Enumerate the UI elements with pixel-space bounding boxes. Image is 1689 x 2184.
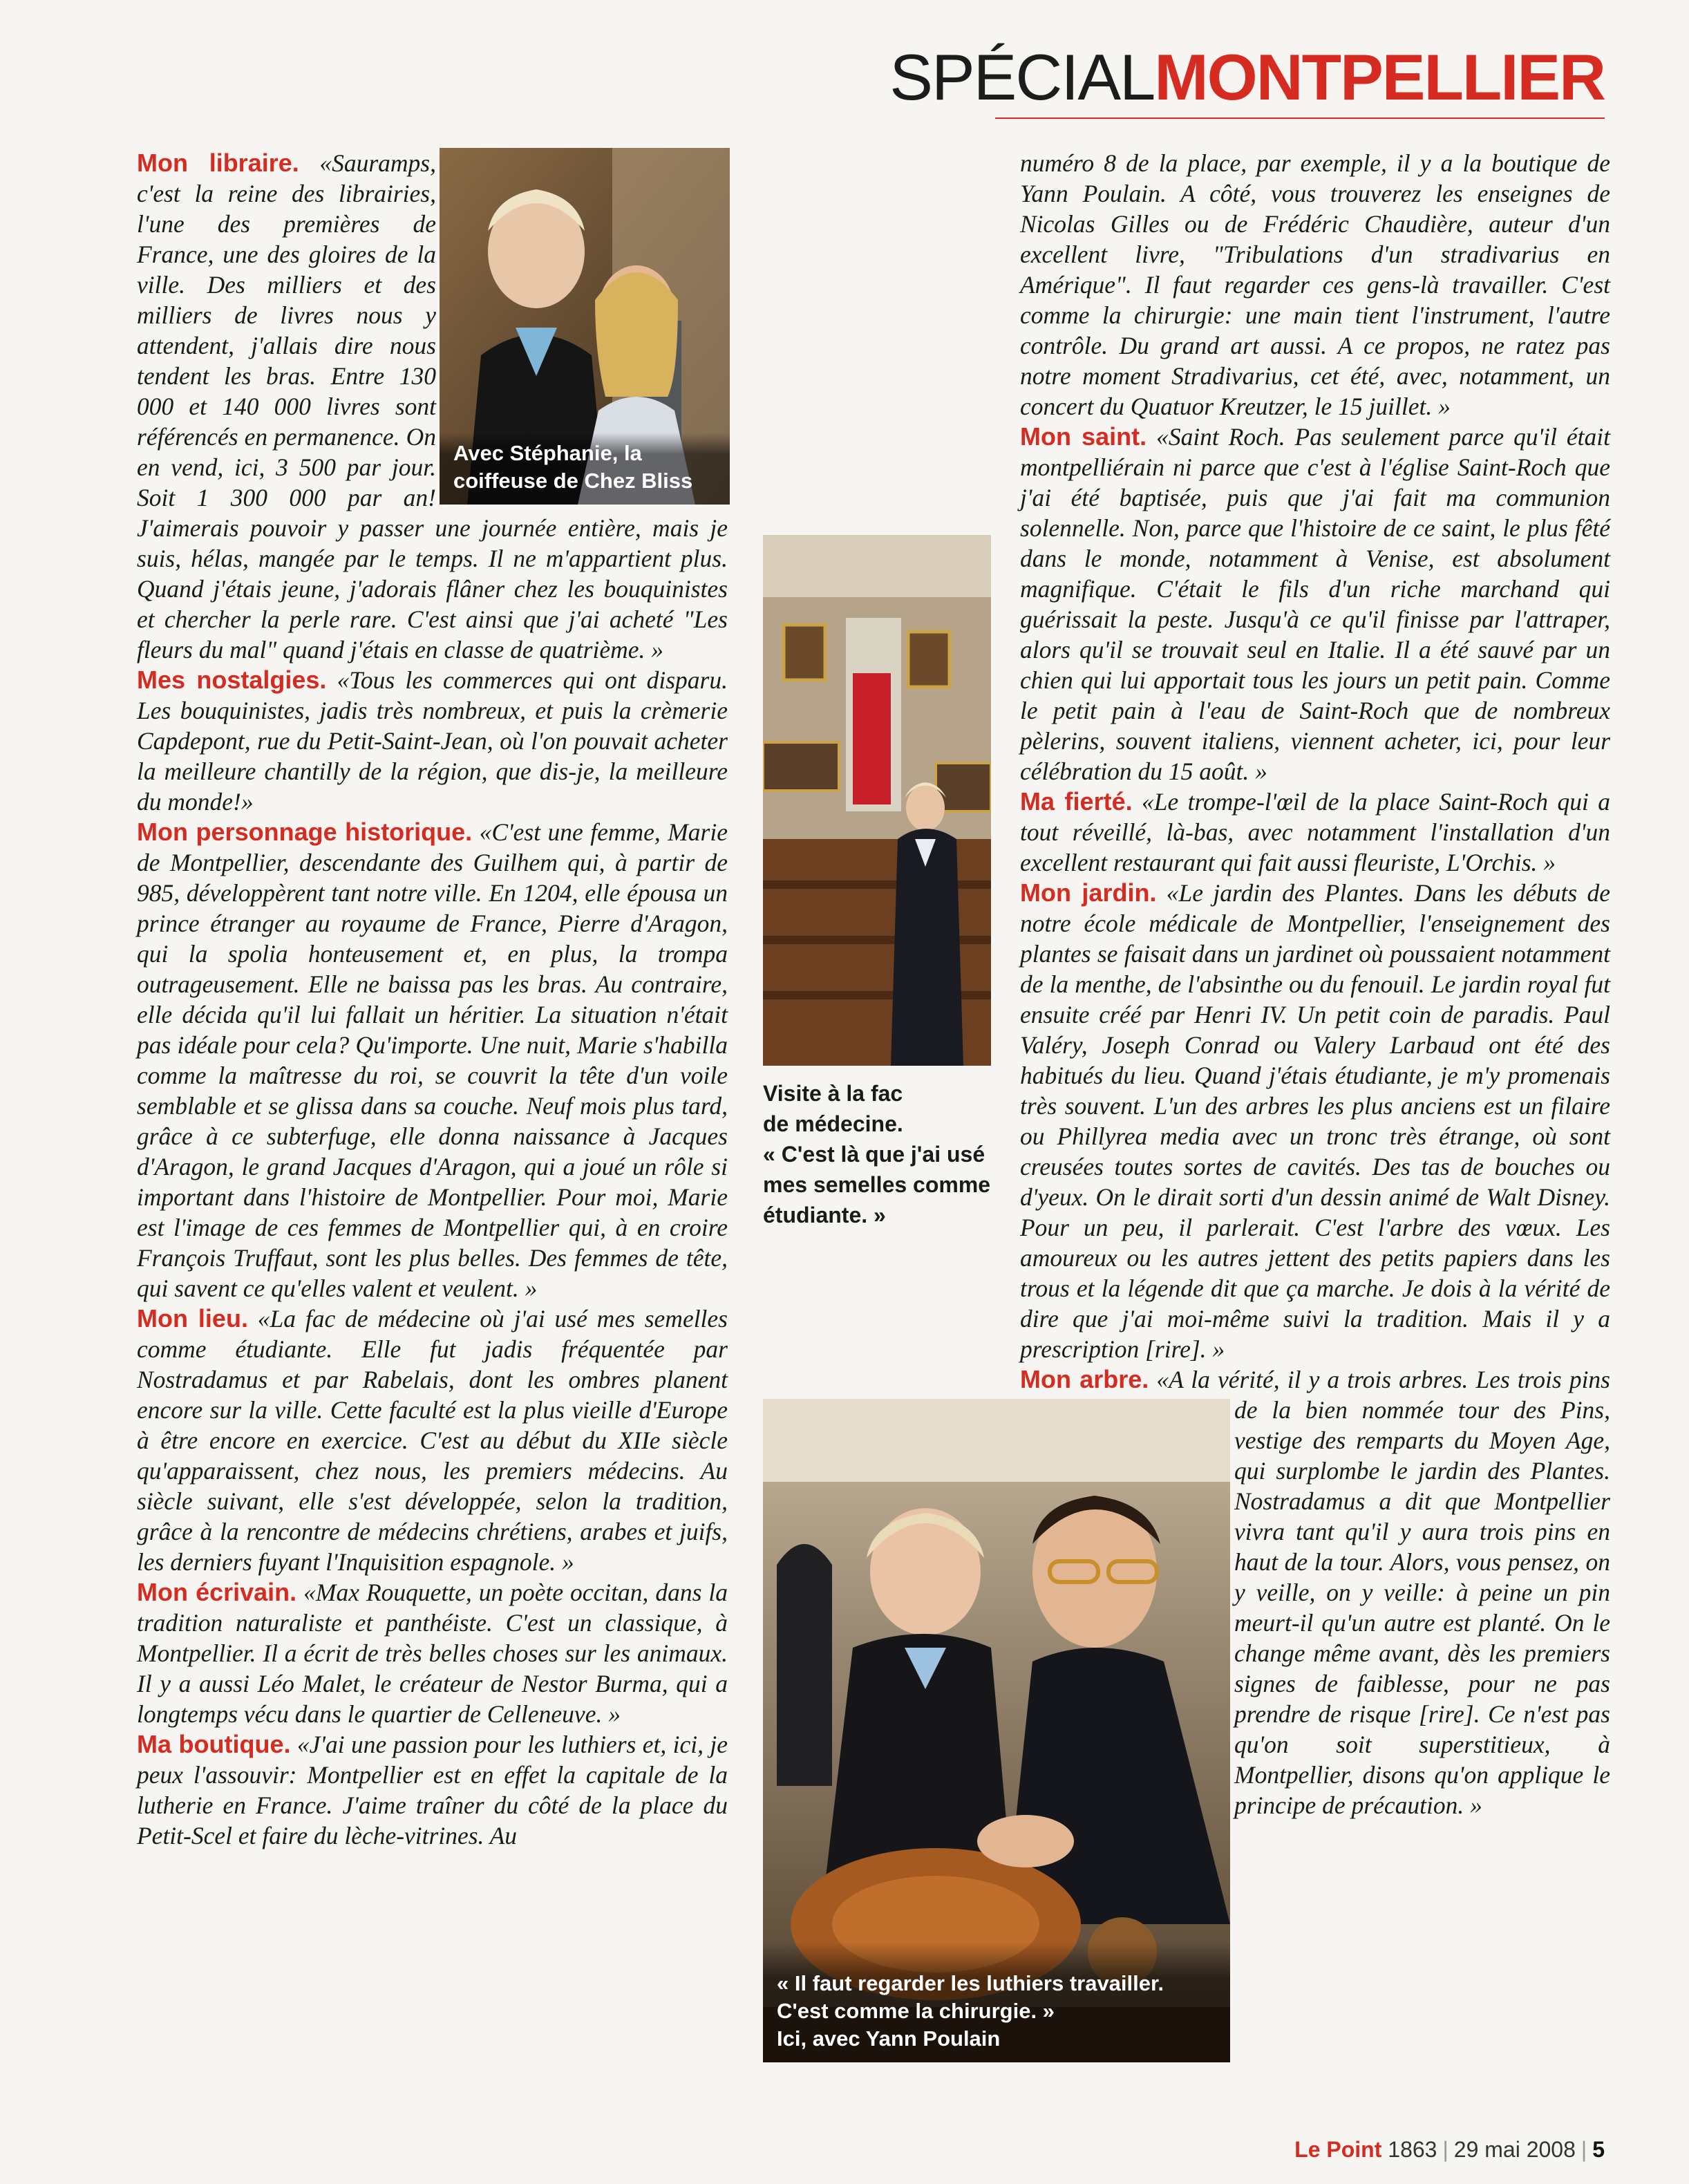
header-rule (995, 117, 1605, 119)
text-libraire: «Sauramps, c'est la reine des librairies, l'une des premières de France, une des gloires de la ville. Des milliers et des milliers de livres nous y attendent, j'allais dire nous tendent les bras. Entre 130 000 et 140 000 livres sont référencés en permanence. On en vend, ici, 3 500 par jour. Soit 1 300 000 par an! J'aimerais pouvoir y passer une journée entière, mais je suis, hélas, mangée par le temps. Il ne m'appartient plus. Quand j'étais jeune, j'adorais flâner chez les bouquinistes et chercher la perle rare. C'est ainsi que j'ai acheté "Les fleurs du mal" quand j'étais en classe de quatrième. » (137, 149, 728, 663)
kw-lieu: Mon lieu. (137, 1304, 248, 1333)
caption-faculty-line: « C'est là que j'ai usé (763, 1142, 985, 1167)
footer-separator: | (1442, 2137, 1449, 2162)
para-saint (1020, 422, 1610, 787)
caption-luthier (763, 1942, 1230, 2062)
text-saint: «Saint Roch. Pas seulement parce qu'il était montpelliérain ni parce que c'est à l'église Saint-Roch que j'ai été baptisée, puis que j'ai fait ma communion solennelle. Non, parce que l'histoire de ce saint, le plus fêté dans le monde, notamment à Venise, est absolument magnifique. C'était le fils d'un riche marchand qui guérissait la peste. Jusqu'à ce qu'il finisse par l'attraper, alors qu'il se trouvait seul en Italie. Il a été sauvé par un chien qui lui apportait tous les jours un petit pain. Comme le petit pain à l'eau de Saint-Roch que de nombreux pèlerins, souvent italiens, viennent acheter, ici, pour leur célébration du 15 août. » (1020, 423, 1611, 785)
photo-luthier (763, 1399, 1230, 2062)
caption-faculty-line: de médecine. (763, 1111, 903, 1136)
para-ecrivain (137, 1577, 728, 1729)
kw-fierte: Ma fierté. (1020, 787, 1133, 816)
text-arbre: «A la vérité, il y a trois arbres. Les trois pins de la bien nommée tour des Pins, vestige des remparts du Moyen Age, qui surplombe le jardin des Plantes. Nostradamus a dit que Montpellier vivra tant qu'il y aura trois pins en haut de la tour. Alors, vous pensez, on y veille, on y veille: à peine un pin meurt-il qu'un autre est planté. On le change même avant, dès les premiers signes de faiblesse, pour ne pas prendre de risque [rire]. Ce n'est pas qu'on soit superstitieux, à Montpellier, disons qu'on applique le principe de précaution. » (1156, 1366, 1610, 1819)
photo-faculty (763, 535, 991, 1066)
photo-faculty-image (763, 535, 991, 1066)
para-boutique (137, 1729, 728, 1851)
caption-hairdresser: Avec Stéphanie, la coiffeuse de Chez Bliss (440, 433, 730, 505)
caption-faculty (763, 1078, 998, 1230)
para-jardin (1020, 878, 1610, 1364)
text-lieu: «La fac de médecine où j'ai usé mes semelles comme étudiante. Elle fut jadis fréquentée par Nostradamus et par Rabelais, dont les ombres planent encore sur la ville. Cette faculté est la plus vieille d'Europe à être encore en exercice. C'est au début du XIIe siècle qu'apparaissent, chez nous, les premiers médecins. Au siècle suivant, elle s'est développée, selon la tradition, grâce à la rencontre de médecins chrétiens, arabes et juifs, les derniers fuyant l'Inquisition espagnole. » (137, 1305, 728, 1576)
text-nostalgies: «Tous les commerces qui ont disparu. Les bouquinistes, jadis très nombreux, et puis la crèmerie Capdepont, rue du Petit-Saint-Jean, où l'on pouvait acheter la meilleure chantilly de la région, que dis-je, la meilleure du monde!» (137, 666, 728, 816)
caption-faculty-line: étudiante. » (763, 1203, 886, 1227)
caption-luthier-line: « Il faut regarder les luthiers travailler. (777, 1971, 1164, 1995)
kw-arbre: Mon arbre. (1020, 1365, 1149, 1393)
kw-ecrivain: Mon écrivain. (137, 1578, 297, 1606)
kw-personnage: Mon personnage historique. (137, 818, 473, 846)
page-footer (1294, 2137, 1605, 2163)
caption-faculty-line: mes semelles comme (763, 1172, 991, 1197)
para-personnage (137, 817, 728, 1303)
kw-nostalgies: Mes nostalgies. (137, 666, 327, 694)
photo-hairdresser (440, 148, 730, 505)
para-fierte (1020, 787, 1610, 878)
kw-libraire: Mon libraire. (137, 149, 299, 177)
text-jardin: «Le jardin des Plantes. Dans les débuts de notre école médicale de Montpellier, l'enseignement des plantes se faisait dans un jardinet où poussaient notamment de la menthe, de l'absinthe ou du fenouil. Le jardin royal fut ensuite créé par Henri IV. Un petit coin de paradis. Paul Valéry, Joseph Conrad ou Valery Larbaud ont été des habitués du lieu. Quand j'étais étudiante, je m'y promenais très souvent. L'un des arbres les plus anciens est un filaire ou Phillyrea media avec un tronc très étrange, où sont creusées toutes sortes de cavités. Des tas de bouches ou d'yeux. On le dirait sorti d'un dessin animé de Walt Disney. Pour un peu, il parlerait. C'est l'arbre des vœux. Les amoureux ou les autres jettent des petits papiers dans les trous et la légende dit que ça marche. Je dois à la vérité de dire que j'ai moi-même suivi la tradition. Mais il y a prescription [rire]. » (1020, 879, 1610, 1363)
footer-issue: 1863 (1388, 2137, 1437, 2162)
para-lieu (137, 1303, 728, 1577)
section-header-bold: MONTPELLIER (1154, 41, 1605, 113)
section-header-light: SPÉCIAL (889, 41, 1155, 113)
caption-faculty-line: Visite à la fac (763, 1081, 903, 1106)
caption-luthier-line: C'est comme la chirurgie. » (777, 1999, 1055, 2023)
text-ecrivain: «Max Rouquette, un poète occitan, dans la tradition naturaliste et panthéiste. C'est un classique, à Montpellier. Il a écrit de très belles choses sur les animaux. Il y a aussi Léo Malet, le créateur de Nestor Burma, qui a longtemps vécu dans le quartier de Celleneuve. » (137, 1579, 728, 1728)
footer-separator: | (1581, 2137, 1587, 2162)
para-nostalgies (137, 665, 728, 817)
text-personnage: «C'est une femme, Marie de Montpellier, descendante des Guilhem qui, à partir de 985, développèrent tant notre ville. En 1204, elle épousa un prince étranger au royaume de France, Pierre d'Aragon, qui la spolia honteusement et, en plus, la trompa outrageusement. Elle ne baissa pas les bras. Au contraire, elle décida qu'il lui fallait un héritier. La situation n'était pas idéale pour cela? Qu'importe. Une nuit, Marie s'habilla comme la maîtresse du roi, se couvrit la tête d'un voile semblable et se glissa dans sa couche. Neuf mois plus tard, grâce à ce subterfuge, elle donna naissance à Jacques d'Aragon, le grand Jacques d'Aragon, qui a joué un rôle si important dans l'histoire de Montpellier. Pour moi, Marie est l'image de ces femmes de Montpellier qui, à en croire François Truffaut, sont les plus belles. Des femmes de tête, qui savent ce qu'elles valent et veulent. » (137, 818, 728, 1302)
kw-jardin: Mon jardin. (1020, 878, 1157, 907)
text-boutique-cont: numéro 8 de la place, par exemple, il y a la boutique de Yann Poulain. A côté, vous trouverez les enseignes de Nicolas Gilles ou de Frédéric Chaudière, auteur d'un excellent livre, "Tribulations d'un stradivarius en Amérique". Il faut regarder ces gens-là travailler. C'est comme la chirurgie: une main tient l'instrument, l'autre contrôle. Du grand art aussi. A ce propos, ne ratez pas notre moment Stradivarius, cet été, avec, notamment, un concert du Quatuor Kreutzer, le 15 juillet. » (1020, 149, 1610, 420)
section-header (889, 43, 1605, 112)
text-fierte: «Le trompe-l'œil de la place Saint-Roch qui a tout réveillé, là-bas, avec notamment l'installation d'un excellent restaurant qui fait aussi fleuriste, L'Orchis. » (1020, 788, 1610, 876)
kw-boutique: Ma boutique. (137, 1730, 291, 1758)
para-boutique-cont (1020, 148, 1610, 422)
footer-date: 29 mai 2008 (1453, 2137, 1576, 2162)
caption-luthier-line: Ici, avec Yann Poulain (777, 2026, 1001, 2051)
footer-brand: Le Point (1294, 2137, 1382, 2162)
text-boutique: «J'ai une passion pour les luthiers et, ici, je peux l'assouvir: Montpellier est en effet la capitale de la lutherie en France. J'aime traîner du côté de la place du Petit-Scel et faire du lèche-vitrines. Au (137, 1731, 728, 1849)
kw-saint: Mon saint. (1020, 422, 1147, 451)
page-number: 5 (1592, 2137, 1605, 2162)
